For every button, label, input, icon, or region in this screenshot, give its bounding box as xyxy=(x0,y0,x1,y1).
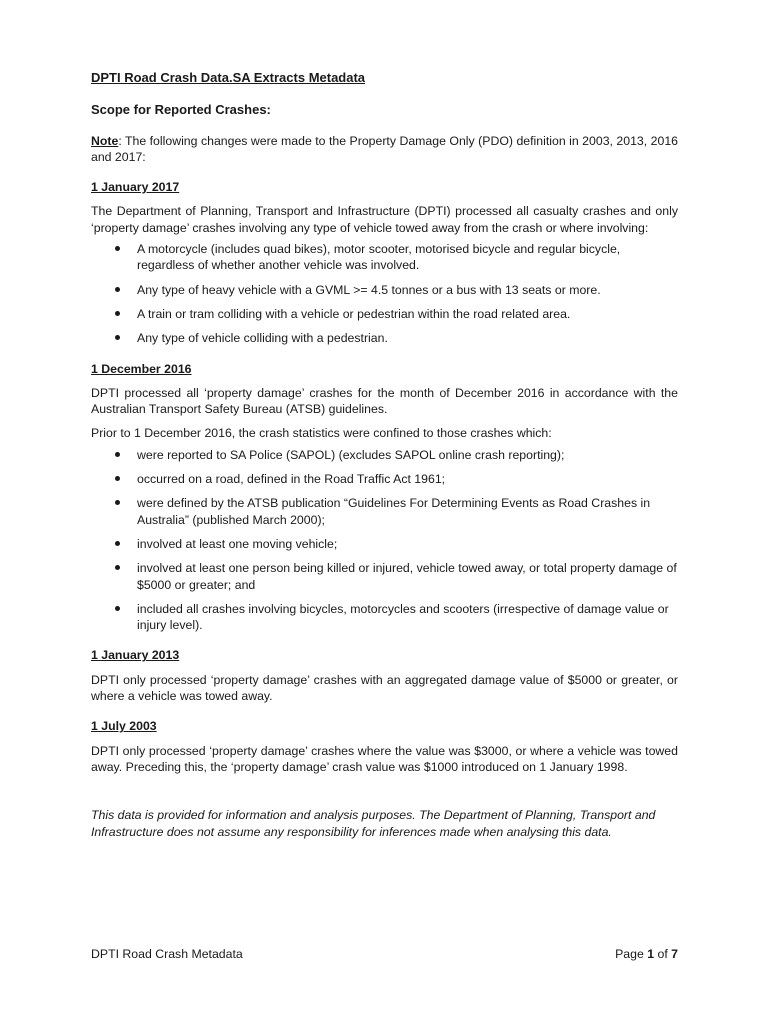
footer-title: DPTI Road Crash Metadata xyxy=(91,947,243,961)
bullet-item: involved at least one person being killed or injured, vehicle towed away, or total property damage of $5000 or greater; and xyxy=(91,560,678,593)
document-title: DPTI Road Crash Data.SA Extracts Metadata xyxy=(91,70,366,85)
section-heading: 1 January 2017 xyxy=(91,180,180,195)
page-prefix: Page xyxy=(615,947,648,961)
section-paragraph: DPTI only processed ‘property damage’ crashes where the value was $3000, or where a vehicle was towed away. Preceding this, the ‘property damage’ crash value was $1000 introduced on 1 January 1998. xyxy=(91,743,678,774)
section-heading: 1 January 2013 xyxy=(91,648,180,663)
page-footer xyxy=(91,946,678,962)
section-heading: 1 July 2003 xyxy=(91,719,157,734)
note-text: : The following changes were made to the Property Damage Only (PDO) definition in 2003, 2013, 2016 and 2017: xyxy=(91,133,678,164)
section-paragraph: The Department of Planning, Transport and Infrastructure (DPTI) processed all casualty crashes and only ‘property damage’ crashes involving any type of vehicle towed away from the crash or where involving: xyxy=(91,204,678,235)
bullet-item: Any type of vehicle colliding with a pedestrian. xyxy=(91,330,678,346)
section-heading: 1 December 2016 xyxy=(91,361,192,376)
sections-container xyxy=(91,179,678,775)
scope-title: Scope for Reported Crashes: xyxy=(91,102,271,118)
note-label: Note xyxy=(91,133,119,148)
bullet-item: involved at least one moving vehicle; xyxy=(91,536,678,552)
section-paragraph: DPTI processed all ‘property damage’ crashes for the month of December 2016 in accordance with the Australian Transport Safety Bureau (ATSB) guidelines. xyxy=(91,385,678,417)
bullet-list xyxy=(91,447,678,634)
document-page xyxy=(91,70,678,840)
bullet-item: were defined by the ATSB publication “Guidelines For Determining Events as Road Crashes in Australia” (published March 2000); xyxy=(91,495,678,528)
page-total: 7 xyxy=(671,947,678,961)
bullet-item: Any type of heavy vehicle with a GVML >= 4.5 tonnes or a bus with 13 seats or more. xyxy=(91,282,678,298)
section-paragraph: Prior to 1 December 2016, the crash statistics were confined to those crashes which: xyxy=(91,426,552,441)
section-paragraph: DPTI only processed ‘property damage’ crashes with an aggregated damage value of $5000 or greater, or where a vehicle was towed away. xyxy=(91,672,678,704)
bullet-item: A train or tram colliding with a vehicle or pedestrian within the road related area. xyxy=(91,306,678,322)
page-number xyxy=(615,946,678,962)
bullet-item: A motorcycle (includes quad bikes), motor scooter, motorised bicycle and regular bicycle, regardless of whether another vehicle was involved. xyxy=(91,241,678,274)
page-current: 1 xyxy=(647,947,655,961)
disclaimer: This data is provided for information and analysis purposes. The Department of Planning, Transport and Infrastructure does not assume any responsibility for inferences made when analysing this data. xyxy=(91,808,656,839)
bullet-list xyxy=(91,241,678,346)
note-paragraph xyxy=(91,133,678,166)
bullet-item: included all crashes involving bicycles, motorcycles and scooters (irrespective of damage value or injury level). xyxy=(91,601,678,634)
bullet-item: occurred on a road, defined in the Road Traffic Act 1961; xyxy=(91,471,678,487)
page-separator: of xyxy=(654,947,672,961)
bullet-item: were reported to SA Police (SAPOL) (excludes SAPOL online crash reporting); xyxy=(91,447,678,463)
